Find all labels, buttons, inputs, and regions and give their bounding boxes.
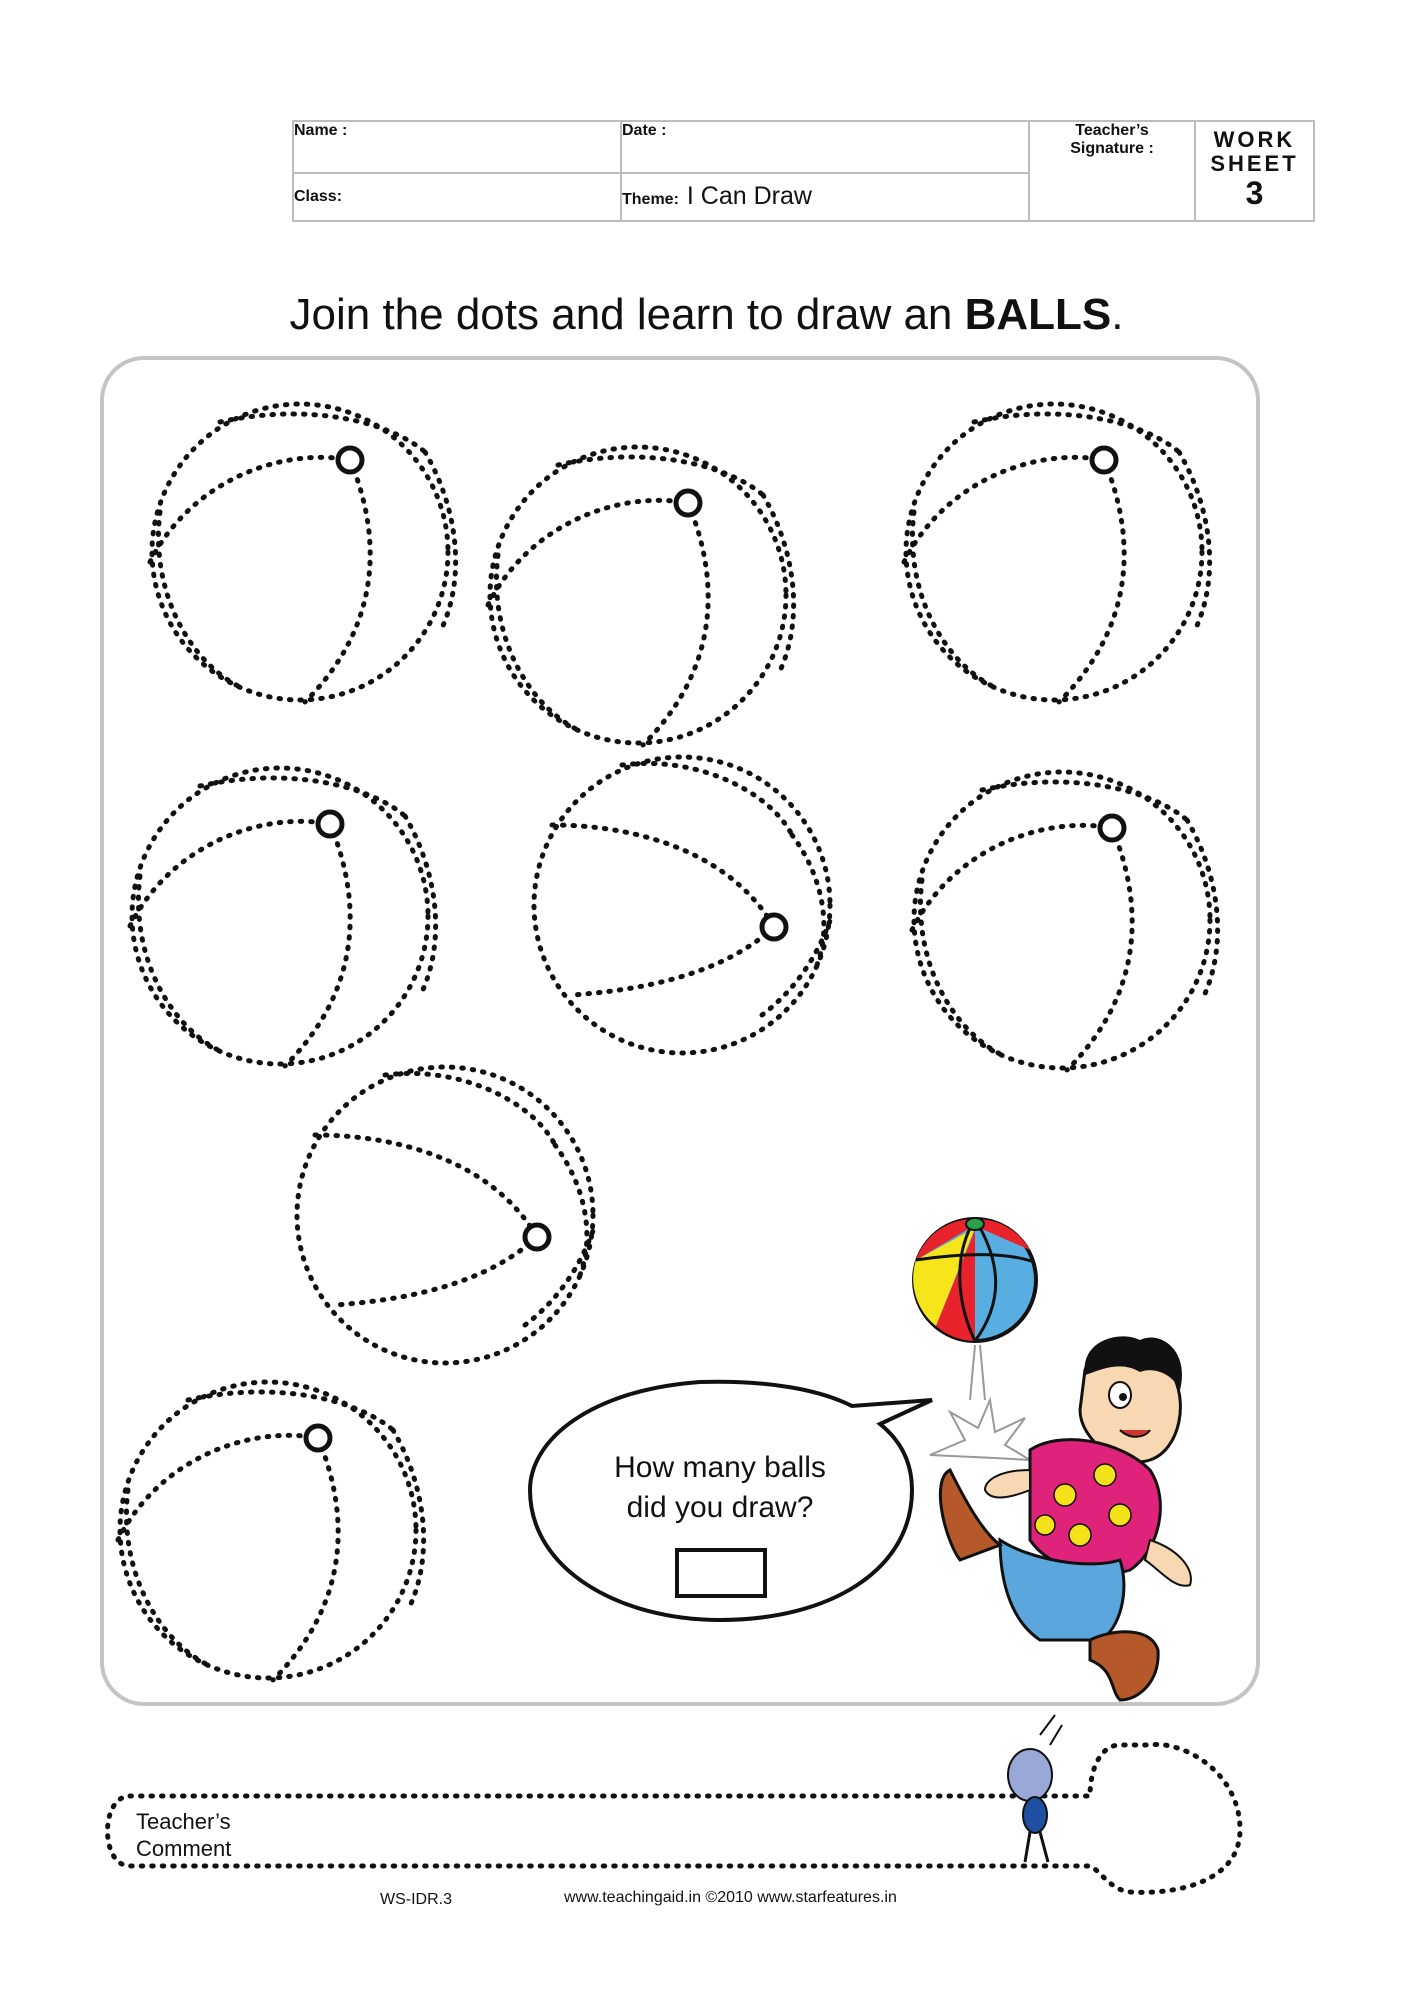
footer-url: www.teachingaid.in ©2010 www.starfeatures.in <box>564 1889 897 1906</box>
dotted-ball-6 <box>912 772 1218 1070</box>
dotted-ball-5 <box>534 757 832 1053</box>
worksheet-label-2: SHEET <box>1210 151 1299 176</box>
date-label: Date : <box>622 122 667 139</box>
comment-track <box>108 1744 1241 1892</box>
dotted-ball-7 <box>297 1067 595 1363</box>
dotted-ball-2 <box>488 447 794 745</box>
speech-bubble-text <box>560 1448 880 1528</box>
worksheet-code: WS-IDR.3 <box>380 1891 452 1908</box>
dotted-ball-4 <box>130 768 436 1066</box>
answer-box[interactable] <box>675 1548 767 1598</box>
signature-label-line2: Signature : <box>1070 140 1154 157</box>
beach-ball-illustration <box>913 1218 1036 1460</box>
title-text: Join the dots and learn to draw an <box>289 290 965 339</box>
boy-illustration <box>940 1336 1191 1700</box>
bubble-line-1: How many balls <box>614 1451 826 1484</box>
class-label: Class: <box>294 188 343 205</box>
comment-line-2: Comment <box>136 1836 232 1861</box>
theme-label: Theme: <box>622 191 679 208</box>
teacher-comment-label <box>136 1808 231 1862</box>
title-suffix: . <box>1111 290 1124 339</box>
name-label: Name : <box>294 122 348 139</box>
worksheet-label-1: WORK <box>1213 127 1296 152</box>
worksheet-number: 3 <box>1245 175 1264 211</box>
comment-line-1: Teacher’s <box>136 1809 231 1834</box>
bubble-line-2: did you draw? <box>626 1491 814 1524</box>
title-emphasis: BALLS <box>964 290 1112 339</box>
signature-label-line1: Teacher’s <box>1075 122 1149 139</box>
dotted-ball-1 <box>150 404 456 702</box>
theme-value: I Can Draw <box>686 182 812 210</box>
dotted-ball-3 <box>904 404 1210 702</box>
ant-character-icon <box>1008 1715 1062 1862</box>
dotted-ball-8 <box>118 1382 424 1680</box>
